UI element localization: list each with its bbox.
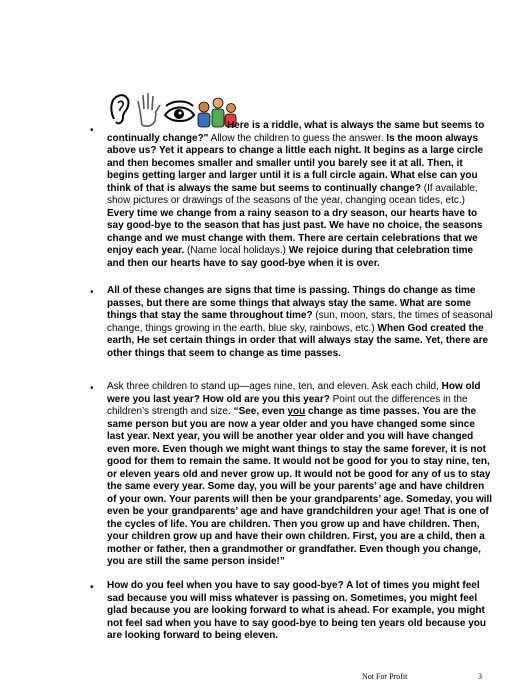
guess-instruction: Allow the children to guess the answer. [208, 132, 384, 144]
ask-instruction: Ask three children to stand up—ages nine, ten, and eleven. Ask each child, [107, 381, 442, 392]
children-paragraph [107, 381, 493, 569]
time-question: All of these changes are signs that time is passing. Things do change as time passes, but there are some things that always stay the same. What are some things that stay the same throughout time? [107, 285, 476, 321]
differences-instruction: Point out the differences in the children’s strength and size. [107, 393, 468, 417]
change-text: change as time passes. You are the same person but you are now a year older and you have changed some since last year. Next year, you will be another year older and you will have changed even more. Even though we might want things to stay the same forever, it is not good for them to remain the same. It would not be good for you to stay nine, ten, or eleven years old and never grow up. It would not be good for any of us to stay the same every year. Some day, you will be your parents’ age and have children of your own. Your parents will then be your grandparents’ age. Someday, you will even be your grandparents’ age and have grandchildren your age! That is one of the cycles of life. You are children. Then you grow up and have children. Then, your children grow up and have their own children. First, you are a child, then a mother or father, then a grandmother or grandfather. Even though you change, you are still the same person inside!” [107, 406, 493, 567]
change-text-start: “See, even [233, 406, 288, 417]
creation-text: When God created the earth, He set certain things in order that will always stay the same. Yet, there are other things that seem to change as time passes. [107, 322, 489, 359]
seasons-note: (If available, show pictures or drawings of the seasons of the year, changing ocean tides, etc.) [107, 182, 478, 206]
goodbye-paragraph [107, 580, 493, 643]
seasons-text: Every time we change from a rainy season to a dry season, our hearts have to say good-bye to the season that has just past. We have no choice, the seasons change and we must change with them. There are certain celebrations that we enjoy each year. [107, 207, 483, 256]
riddle-paragraph [107, 120, 493, 270]
footer-text: Not For Profit [362, 672, 408, 681]
riddle-question: Here is a riddle, what is always the same but seems to continually change?" [107, 120, 485, 144]
eye-icon [165, 102, 194, 122]
bullet-marker: • [90, 383, 94, 394]
age-question: How old were you last year? How old are you this year? [107, 381, 481, 405]
rejoice-text: We rejoice during that celebration time and then our hearts have to say good-bye when it is over. [107, 245, 474, 269]
bullet-marker: • [90, 287, 94, 298]
moon-text: Is the moon always above us? Yet it appears to change a little each night. It begins as a large circle and then becomes smaller and smaller until you barely see it at all. Then, it begins getting larger and larger until it is a full circle again. What else can you think of that is always the same but seems to continually change? [107, 132, 484, 194]
page-number: 3 [478, 672, 482, 681]
bullet-marker: • [90, 582, 94, 593]
examples-note: (sun, moon, stars, the times of seasonal change, things growing in the earth, blue sky, rainbows, etc.) [107, 310, 493, 334]
bullet-marker: • [90, 125, 94, 136]
holidays-note: (Name local holidays.) [184, 245, 286, 256]
you-emphasis: you [287, 406, 306, 417]
goodbye-text: How do you feel when you have to say good-bye? A lot of times you might feel sad because you will miss whatever is passing on. Sometimes, you might feel glad because you are looking forward to what is ahead. For example, you might not feel sad when you have to say good-bye to being ten years old because you are looking forward to being eleven. [107, 580, 486, 641]
time-paragraph [107, 285, 493, 360]
